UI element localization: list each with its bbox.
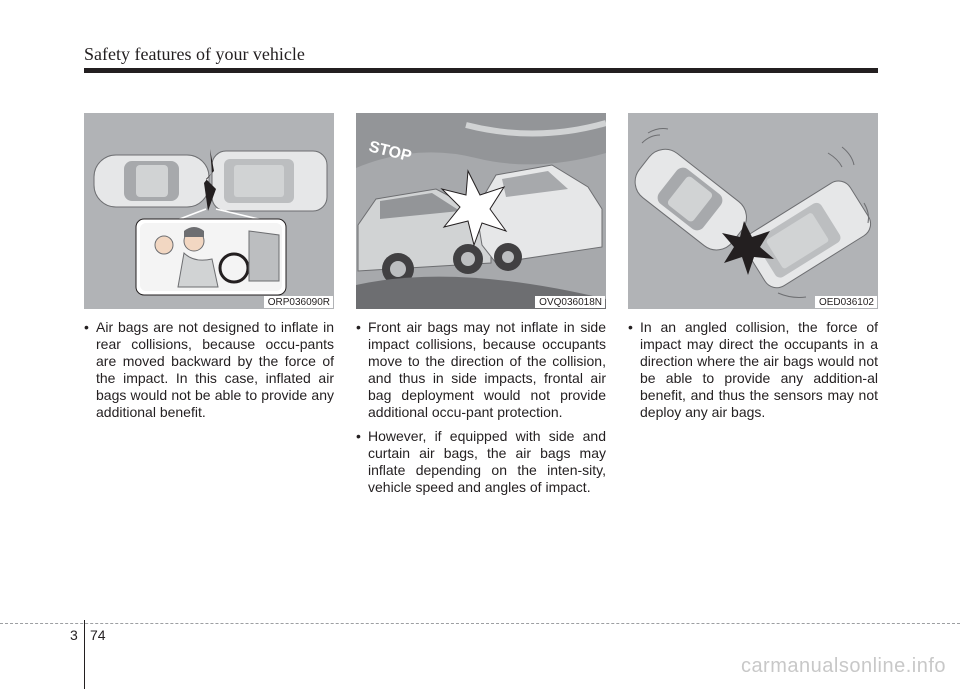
- chapter-number: 3: [70, 627, 78, 643]
- page-header-title: Safety features of your vehicle: [84, 44, 305, 64]
- stop-road-marking: STOP: [367, 138, 414, 166]
- car-rear-hatch: [212, 151, 327, 211]
- side-impact-illustration: [356, 113, 606, 309]
- column-rear-collision: [84, 113, 334, 428]
- bullet-item: • Front air bags may not inflate in side impact collisions, because occupants move to the direction of the collision, and thus in side impacts, frontal air bag deployment would not provide additional occu-pant protection.: [356, 319, 606, 421]
- bullet-item: • In an angled collision, the force of impact may direct the occupants in a direction where the air bags would not be able to provide any addition-al benefit, and thus the sensors may not deploy any air bags.: [628, 319, 878, 421]
- side-impact-drawing: [356, 113, 606, 309]
- bullet-list: [84, 319, 334, 421]
- page-number: 74: [90, 627, 106, 643]
- bullet-item: • However, if equipped with side and curtain air bags, the air bags may inflate depending on the inten-sity, vehicle speed and angles of impact.: [356, 428, 606, 496]
- watermark: carmanualsonline.info: [740, 655, 946, 677]
- angled-collision-illustration: [628, 113, 878, 309]
- car-front-sedan: [94, 155, 209, 207]
- figure-code: OED036102: [815, 296, 877, 308]
- bullet-list: [628, 319, 878, 421]
- footer-divider: [84, 620, 85, 689]
- bullet-item: • Air bags are not designed to inflate in rear collisions, because occu-pants are moved backward by the force of the impact. In this case, inflated air bags would not be able to provide any additional benefit.: [84, 319, 334, 421]
- figure-code: OVQ036018N: [535, 296, 605, 308]
- rear-collision-drawing: [84, 113, 334, 309]
- column-angled-collision: [628, 113, 878, 428]
- footer-rule: [0, 623, 960, 624]
- column-side-impact: [356, 113, 606, 503]
- bullet-list: [356, 319, 606, 496]
- figure-code: ORP036090R: [264, 296, 333, 308]
- occupant-inset: [136, 219, 286, 295]
- rear-collision-illustration: [84, 113, 334, 309]
- angled-collision-drawing: [628, 113, 878, 309]
- header-rule: [84, 68, 878, 73]
